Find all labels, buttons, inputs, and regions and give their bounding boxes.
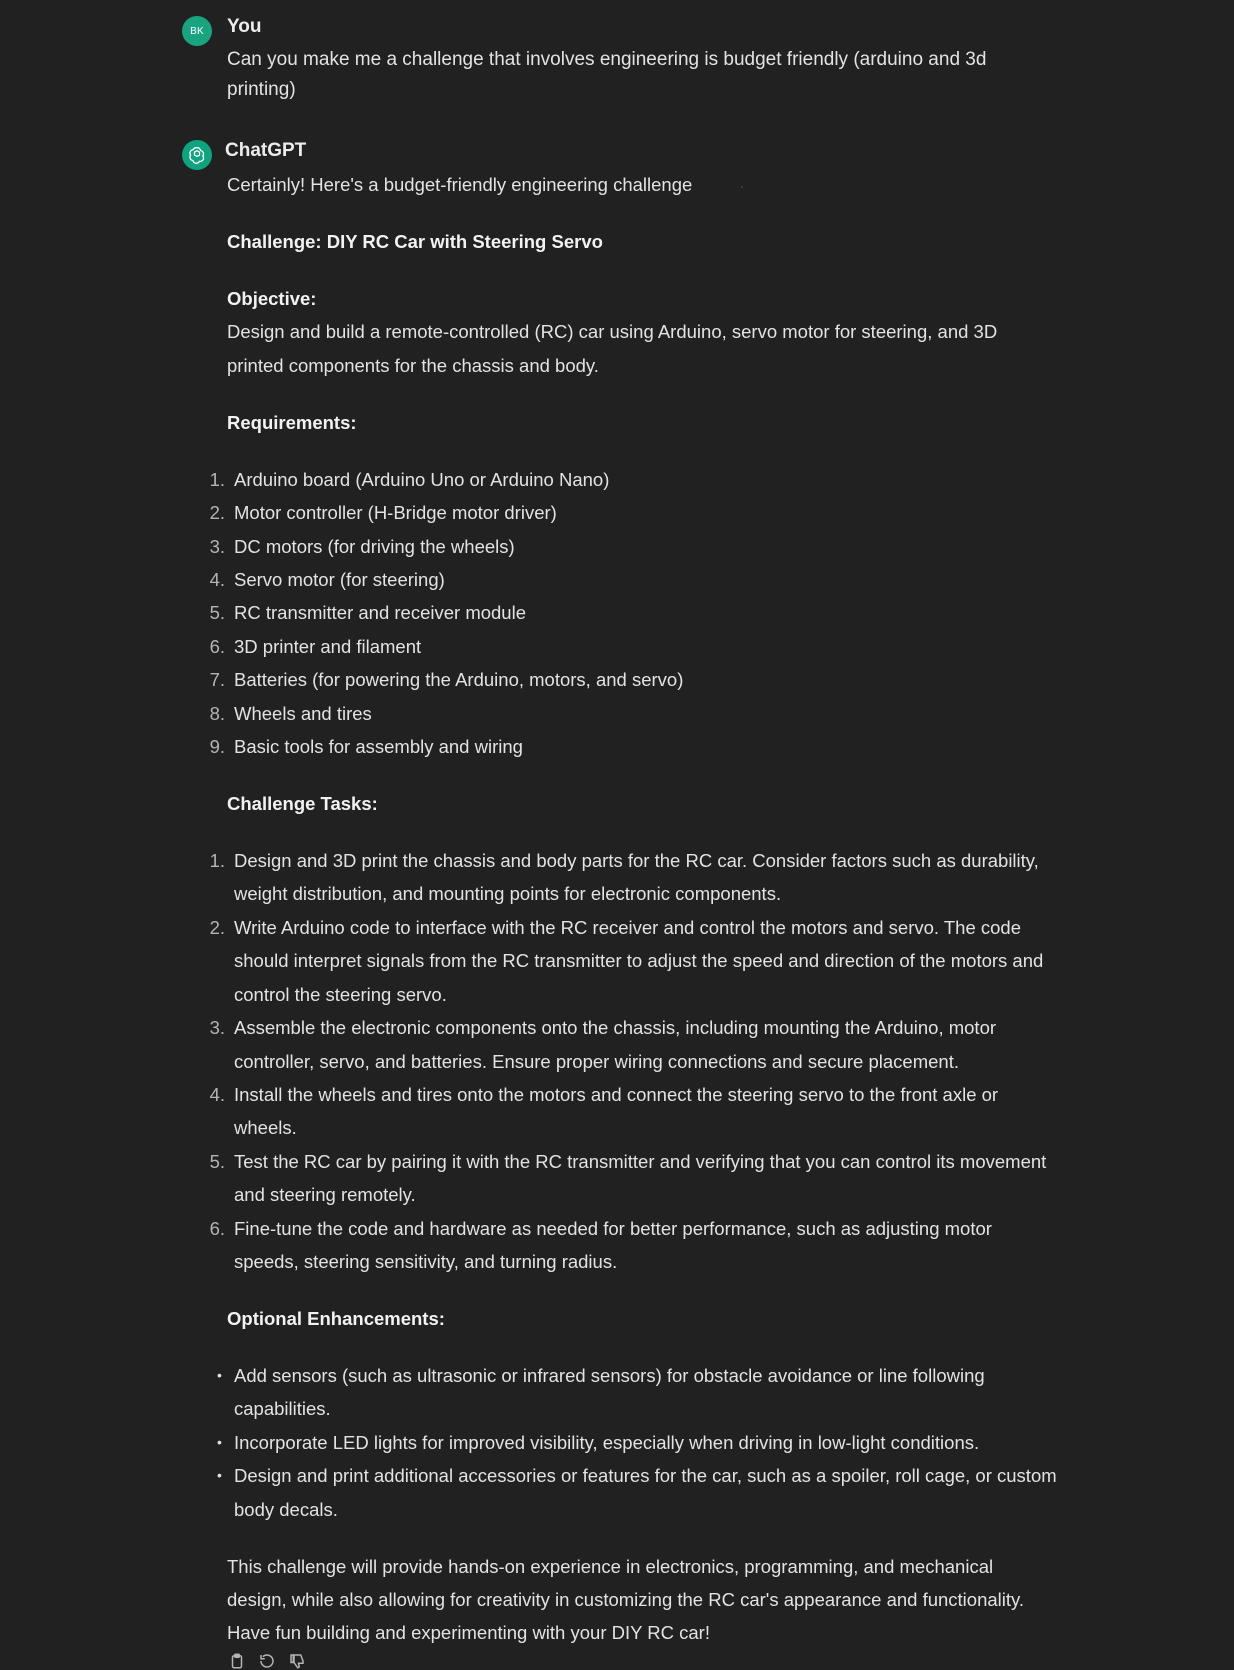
clipboard-icon[interactable] bbox=[228, 1652, 246, 1670]
requirements-list bbox=[209, 463, 1057, 764]
list-item: 5. RC transmitter and receiver module bbox=[209, 602, 526, 624]
user-avatar-initials: BK bbox=[190, 25, 204, 37]
list-item: • Design and print additional accessories or features for the car, such as a spoiler, roll cage, or custom body decals. bbox=[217, 1465, 1057, 1520]
list-item: 7. Batteries (for powering the Arduino, motors, and servo) bbox=[209, 669, 684, 691]
list-item: 2. Motor controller (H-Bridge motor driver) bbox=[209, 502, 557, 524]
list-item: • Incorporate LED lights for improved visibility, especially when driving in low-light conditions. bbox=[217, 1431, 980, 1453]
intro-text: Certainly! Here's a budget-friendly engineering challenge bbox=[227, 174, 693, 195]
thumbs-down-icon[interactable] bbox=[288, 1652, 306, 1670]
list-item: 4. Servo motor (for steering) bbox=[209, 569, 445, 591]
closing-text: This challenge will provide hands-on experience in electronics, programming, and mechanical design, while also allowing for creativity in customizing the RC car's appearance and functionality. Have fun building and experimenting with your DIY RC car! bbox=[227, 1555, 1025, 1644]
assistant-avatar bbox=[182, 140, 212, 170]
objective-text: Design and build a remote-controlled (RC) car using Arduino, servo motor for steering, and 3D printed components for the chassis and body. bbox=[227, 321, 998, 376]
user-avatar bbox=[182, 16, 212, 46]
list-item: 3. Assemble the electronic components onto the chassis, including mounting the Arduino, motor controller, servo, and batteries. Ensure proper wiring connections and secure placement. bbox=[209, 1017, 997, 1072]
enhancements-heading: Optional Enhancements: bbox=[227, 1307, 445, 1329]
enhancements-list bbox=[217, 1359, 1057, 1526]
list-item: 5. Test the RC car by pairing it with the RC transmitter and verifying that you can control its movement and steering remotely. bbox=[209, 1150, 1047, 1206]
list-item: 8. Wheels and tires bbox=[209, 702, 372, 724]
tasks-heading: Challenge Tasks: bbox=[227, 793, 378, 815]
objective-heading: Objective: bbox=[227, 288, 317, 309]
list-item: 1. Arduino board (Arduino Uno or Arduino Nano) bbox=[209, 468, 610, 490]
assistant-message-content bbox=[209, 168, 1057, 1650]
user-author-name: You bbox=[227, 16, 262, 37]
message-actions bbox=[228, 1652, 306, 1670]
list-item: 9. Basic tools for assembly and wiring bbox=[209, 736, 523, 758]
list-item: • Add sensors (such as ultrasonic or infrared sensors) for obstacle avoidance or line following capabilities. bbox=[217, 1364, 985, 1420]
regenerate-icon[interactable] bbox=[258, 1652, 276, 1670]
challenge-title: Challenge: DIY RC Car with Steering Servo bbox=[227, 231, 603, 252]
list-item: 1. Design and 3D print the chassis and body parts for the RC car. Consider factors such as durability, weight distribution, and mounting points for electronic components. bbox=[209, 850, 1039, 905]
list-item: 6. Fine-tune the code and hardware as needed for better performance, such as adjusting motor speeds, steering sensitivity, and turning radius. bbox=[209, 1217, 992, 1272]
list-item: 6. 3D printer and filament bbox=[209, 635, 422, 657]
list-item: 2. Write Arduino code to interface with the RC receiver and control the motors and servo. The code should interpret signals from the RC transmitter to adjust the speed and direction of the motors and control the steering servo. bbox=[209, 916, 1044, 1005]
list-item: 3. DC motors (for driving the wheels) bbox=[209, 535, 515, 557]
list-item: 4. Install the wheels and tires onto the motors and connect the steering servo to the front axle or wheels. bbox=[209, 1083, 999, 1139]
requirements-heading: Requirements: bbox=[227, 411, 357, 433]
openai-logo-icon bbox=[187, 145, 207, 165]
assistant-author-name: ChatGPT bbox=[225, 140, 307, 161]
user-message-text: Can you make me a challenge that involves engineering is budget friendly (arduino and 3d printing) bbox=[227, 49, 987, 100]
tasks-list bbox=[209, 844, 1057, 1278]
